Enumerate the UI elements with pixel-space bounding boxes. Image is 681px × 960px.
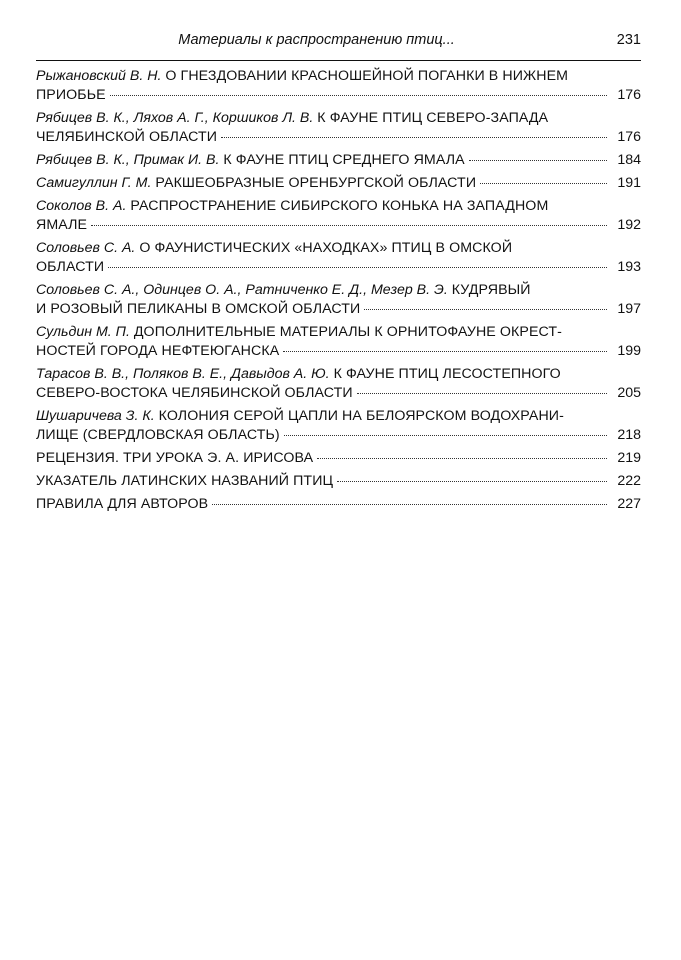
toc-title: ДОПОЛНИТЕЛЬНЫЕ МАТЕРИАЛЫ К ОРНИТОФАУНЕ ОКРЕСТ- [133, 324, 563, 340]
dot-leader [469, 160, 607, 161]
toc-entry-text [36, 258, 104, 277]
toc-title: К ФАУНЕ ПТИЦ СРЕДНЕГО ЯМАЛА [223, 152, 465, 168]
dot-leader [108, 267, 607, 268]
toc-page-number: 197 [617, 301, 641, 317]
toc-entry [36, 407, 641, 445]
toc-title: КУДРЯВЫЙ [451, 282, 531, 298]
toc-entry-first-line [36, 67, 641, 86]
toc-entry-first-line [36, 197, 641, 216]
running-header [36, 32, 641, 52]
toc-entry [36, 174, 641, 193]
dot-leader [110, 95, 607, 96]
toc-title: СЕВЕРО-ВОСТОКА ЧЕЛЯБИНСКОЙ ОБЛАСТИ [36, 385, 353, 401]
toc-entry-text [36, 300, 360, 319]
toc-entry-last-line [36, 449, 641, 468]
toc-entry [36, 449, 641, 468]
toc-entry-first-line [36, 281, 641, 300]
toc-page-number: 227 [617, 496, 641, 512]
toc-authors: Соколов В. А. [36, 198, 127, 214]
toc-entry-text [36, 449, 313, 468]
toc-title: УКАЗАТЕЛЬ ЛАТИНСКИХ НАЗВАНИЙ ПТИЦ [36, 473, 334, 489]
toc-title: РАКШЕОБРАЗНЫЕ ОРЕНБУРГСКОЙ ОБЛАСТИ [155, 175, 477, 191]
toc-title: РЕЦЕНЗИЯ. ТРИ УРОКА Э. А. ИРИСОВА [36, 450, 314, 466]
toc-authors: Сульдин М. П. [36, 324, 130, 340]
toc-page-number: 184 [617, 152, 641, 168]
dot-leader [221, 137, 607, 138]
toc-entry-text [36, 216, 87, 235]
toc-title: О ГНЕЗДОВАНИИ КРАСНОШЕЙНОЙ ПОГАНКИ В НИЖНЕМ [165, 68, 569, 84]
toc-entry [36, 109, 641, 147]
dot-leader [317, 458, 607, 459]
toc-entry-last-line [36, 300, 641, 319]
toc-title: О ФАУНИСТИЧЕСКИХ «НАХОДКАХ» ПТИЦ В ОМСКОЙ [139, 240, 513, 256]
toc-entry [36, 151, 641, 170]
toc-entry-first-line [36, 365, 641, 384]
dot-leader [212, 504, 607, 505]
header-rule [36, 60, 641, 61]
toc-entry-text [36, 342, 279, 361]
toc-page-number: 191 [617, 175, 641, 191]
toc-entry-text [36, 128, 217, 147]
toc-title: ПРАВИЛА ДЛЯ АВТОРОВ [36, 496, 209, 512]
toc-page-number: 222 [617, 473, 641, 489]
dot-leader [283, 351, 607, 352]
toc-entry-last-line [36, 128, 641, 147]
toc-entry [36, 197, 641, 235]
toc-entry [36, 239, 641, 277]
toc-page-number: 199 [617, 343, 641, 359]
toc-title: НОСТЕЙ ГОРОДА НЕФТЕЮГАНСКА [36, 343, 280, 359]
toc-title: И РОЗОВЫЙ ПЕЛИКАНЫ В ОМСКОЙ ОБЛАСТИ [36, 301, 361, 317]
toc-title: К ФАУНЕ ПТИЦ СЕВЕРО-ЗАПАДА [317, 110, 549, 126]
toc-entry-last-line [36, 426, 641, 445]
toc-page-number: 205 [617, 385, 641, 401]
table-of-contents [36, 67, 641, 518]
toc-entry-first-line [36, 407, 641, 426]
toc-entry-last-line [36, 86, 641, 105]
toc-title: ЧЕЛЯБИНСКОЙ ОБЛАСТИ [36, 129, 218, 145]
toc-authors: Рябицев В. К., Ляхов А. Г., Коршиков Л. В. [36, 110, 314, 126]
toc-entry [36, 472, 641, 491]
running-title: Материалы к распространению птиц... [178, 32, 455, 48]
toc-title: КОЛОНИЯ СЕРОЙ ЦАПЛИ НА БЕЛОЯРСКОМ ВОДОХРАНИ- [158, 408, 564, 424]
toc-title: К ФАУНЕ ПТИЦ ЛЕСОСТЕПНОГО [333, 366, 561, 382]
toc-entry-text [36, 384, 353, 403]
toc-authors: Соловьев С. А., Одинцев О. А., Ратниченко Е. Д., Мезер В. Э. [36, 282, 448, 298]
toc-entry-last-line [36, 174, 641, 193]
toc-entry-text [36, 174, 476, 193]
toc-entry [36, 67, 641, 105]
toc-entry-first-line [36, 323, 641, 342]
toc-entry-first-line [36, 109, 641, 128]
page-number: 231 [616, 32, 641, 48]
toc-authors: Шушаричева З. К. [36, 408, 155, 424]
toc-title: ЯМАЛЕ [36, 217, 88, 233]
toc-authors: Соловьев С. А. [36, 240, 136, 256]
toc-entry-text [36, 86, 106, 105]
toc-entry-text [36, 426, 280, 445]
toc-entry [36, 495, 641, 514]
toc-entry-last-line [36, 384, 641, 403]
toc-entry-text [36, 151, 465, 170]
toc-authors: Рыжановский В. Н. [36, 68, 162, 84]
toc-title: ПРИОБЬЕ [36, 87, 106, 103]
toc-page-number: 192 [617, 217, 641, 233]
toc-entry [36, 323, 641, 361]
toc-entry-last-line [36, 472, 641, 491]
toc-entry-last-line [36, 151, 641, 170]
toc-title: ОБЛАСТИ [36, 259, 105, 275]
toc-page-number: 176 [617, 129, 641, 145]
toc-entry-text [36, 472, 333, 491]
dot-leader [91, 225, 607, 226]
toc-entry-last-line [36, 495, 641, 514]
toc-entry-last-line [36, 216, 641, 235]
toc-entry [36, 281, 641, 319]
toc-authors: Самигуллин Г. М. [36, 175, 152, 191]
dot-leader [284, 435, 607, 436]
toc-title: ЛИЩЕ (СВЕРДЛОВСКАЯ ОБЛАСТЬ) [36, 427, 280, 443]
dot-leader [480, 183, 607, 184]
toc-authors: Рябицев В. К., Примак И. В. [36, 152, 220, 168]
toc-entry [36, 365, 641, 403]
toc-page-number: 193 [617, 259, 641, 275]
dot-leader [337, 481, 607, 482]
toc-entry-text [36, 495, 208, 514]
toc-title: РАСПРОСТРАНЕНИЕ СИБИРСКОГО КОНЬКА НА ЗАПАДНОМ [130, 198, 549, 214]
toc-page-number: 218 [617, 427, 641, 443]
toc-authors: Тарасов В. В., Поляков В. Е., Давыдов А. Ю. [36, 366, 330, 382]
toc-entry-last-line [36, 258, 641, 277]
toc-entry-last-line [36, 342, 641, 361]
toc-page-number: 219 [617, 450, 641, 466]
toc-entry-first-line [36, 239, 641, 258]
dot-leader [364, 309, 607, 310]
dot-leader [357, 393, 607, 394]
toc-page-number: 176 [617, 87, 641, 103]
